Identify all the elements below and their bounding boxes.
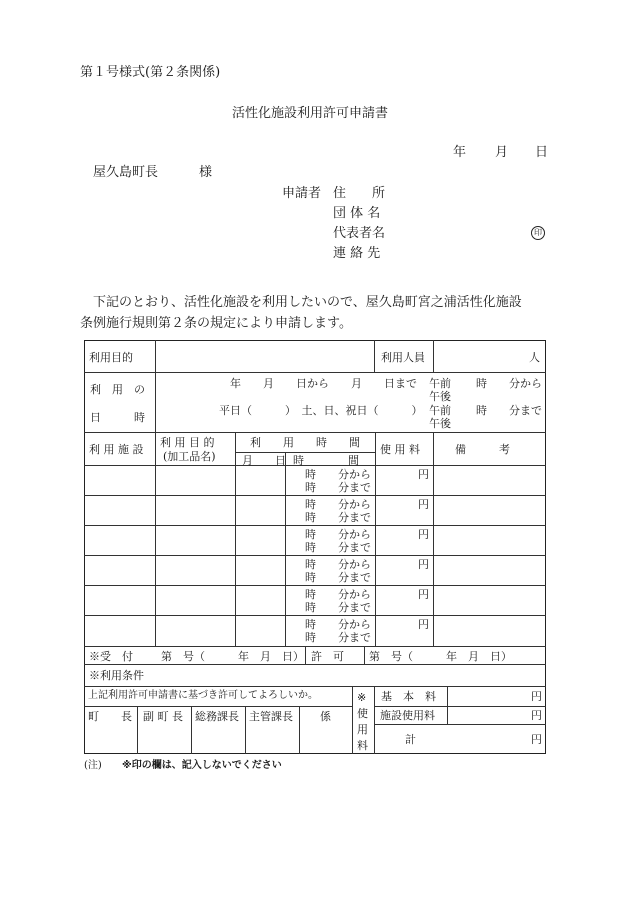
- permit-number: 第 号（ 年 月 日）: [369, 650, 512, 663]
- row-yen: 円: [418, 588, 429, 601]
- row-yen: 円: [418, 528, 429, 541]
- approval-text: 上記利用許可申請書に基づき許可してよろしいか。: [88, 690, 318, 701]
- table-rule: [285, 452, 286, 646]
- table-rule: [191, 706, 192, 754]
- col-month-day: 月 日: [242, 454, 286, 467]
- col-facility: 利 用 施 設: [89, 443, 144, 456]
- row-time-from: 時 分から: [305, 588, 371, 601]
- col-fee: 使 用 料: [380, 443, 420, 456]
- row-yen: 円: [418, 618, 429, 631]
- table-rule: [155, 340, 156, 646]
- date-time-from: 時 分から: [476, 377, 542, 390]
- row-time-to: 時 分まで: [305, 571, 371, 584]
- col-purpose: 利 用 目 的: [160, 436, 215, 449]
- table-rule: [84, 372, 546, 373]
- fee-label-char: 料: [357, 739, 368, 752]
- row-yen: 円: [418, 498, 429, 511]
- date-day: 日: [535, 145, 549, 160]
- table-rule: [137, 706, 138, 754]
- weekday-row: 平日（ ） 土、日、祝日（ ）: [219, 404, 423, 417]
- table-rule: [84, 585, 546, 586]
- table-rule: [433, 340, 434, 372]
- applicant-address-label: 住 所: [333, 186, 386, 201]
- row-yen: 円: [418, 468, 429, 481]
- row-time-to: 時 分まで: [305, 481, 371, 494]
- table-rule: [374, 340, 375, 372]
- approver-staff: 係: [320, 710, 331, 723]
- table-rule: [447, 686, 448, 724]
- page-title: 活性化施設利用許可申請書: [232, 106, 389, 121]
- applicant-label: 申請者: [282, 186, 322, 201]
- row-time-from: 時 分から: [305, 558, 371, 571]
- table-rule: [84, 615, 546, 616]
- seal-icon: 印: [531, 226, 545, 240]
- table-rule: [375, 432, 376, 646]
- table-rule: [84, 706, 352, 707]
- table-rule: [235, 452, 375, 453]
- users-unit: 人: [529, 351, 540, 364]
- receipt-label: ※受 付: [89, 650, 133, 663]
- total-yen: 円: [531, 733, 542, 746]
- col-purpose-sub: (加工品名): [163, 450, 216, 463]
- form-number: 第１号様式(第２条関係): [80, 65, 221, 80]
- table-rule: [374, 724, 546, 725]
- table-rule: [84, 664, 546, 665]
- table-rule: [364, 646, 365, 664]
- receipt-number: 第 号（ 年 月 日）: [161, 650, 304, 663]
- date-pm-2: 午後: [429, 417, 451, 430]
- date-label-1: 利 用 の: [90, 383, 145, 396]
- permit-label: 許 可: [311, 650, 344, 663]
- table-rule: [235, 432, 236, 646]
- table-rule: [84, 525, 546, 526]
- applicant-contact-label: 連 絡 先: [333, 246, 381, 261]
- addressee-honorific: 様: [199, 165, 213, 180]
- note-text: ※印の欄は、記入しないでください: [122, 760, 282, 771]
- table-rule: [84, 686, 546, 687]
- date-am-1: 午前: [429, 377, 451, 390]
- table-rule: [374, 686, 375, 754]
- table-rule: [84, 495, 546, 496]
- basic-fee-label: 基 本 料: [381, 690, 436, 703]
- note-label: (注): [84, 760, 102, 771]
- facility-fee-yen: 円: [531, 709, 542, 722]
- row-yen: 円: [418, 558, 429, 571]
- fee-label-char: 用: [357, 723, 368, 736]
- row-time-from: 時 分から: [305, 468, 371, 481]
- purpose-label: 利用目的: [89, 351, 133, 364]
- date-label-2: 日 時: [90, 411, 145, 424]
- intro-line-2: 条例施行規則第２条の規定により申請します。: [80, 316, 352, 331]
- approver-mayor: 町 長: [88, 710, 132, 723]
- basic-fee-yen: 円: [531, 690, 542, 703]
- fee-label-mark: ※: [357, 691, 367, 704]
- table-rule: [433, 432, 434, 646]
- approver-department-chief: 主管課長: [249, 710, 293, 723]
- applicant-group-label: 団 体 名: [333, 206, 381, 221]
- col-time: 時 間: [293, 454, 359, 467]
- date-range-row: 年 月 日から 月 日まで: [230, 377, 417, 390]
- row-time-from: 時 分から: [305, 528, 371, 541]
- total-label: 計: [405, 733, 416, 746]
- table-rule: [374, 706, 546, 707]
- date-time-to: 時 分まで: [476, 404, 542, 417]
- facility-fee-label: 施設使用料: [380, 709, 435, 722]
- date-month: 月: [495, 145, 509, 160]
- col-notes: 備 考: [455, 443, 510, 456]
- row-time-to: 時 分まで: [305, 511, 371, 524]
- table-rule: [352, 686, 353, 754]
- row-time-to: 時 分まで: [305, 541, 371, 554]
- row-time-from: 時 分から: [305, 618, 371, 631]
- table-rule: [84, 432, 546, 433]
- date-pm-1: 午後: [429, 390, 451, 403]
- approver-general-affairs-chief: 総務課長: [195, 710, 239, 723]
- conditions-label: ※利用条件: [89, 669, 144, 682]
- table-rule: [305, 646, 306, 664]
- table-rule: [245, 706, 246, 754]
- row-time-to: 時 分まで: [305, 631, 371, 644]
- date-am-2: 午前: [429, 404, 451, 417]
- table-rule: [299, 706, 300, 754]
- intro-line-1: 下記のとおり、活性化施設を利用したいので、屋久島町宮之浦活性化施設: [93, 295, 522, 310]
- row-time-to: 時 分まで: [305, 601, 371, 614]
- col-datetime: 利 用 時 間: [250, 436, 360, 449]
- applicant-rep-label: 代表者名: [333, 226, 386, 241]
- table-rule: [84, 555, 546, 556]
- fee-label-char: 使: [357, 707, 368, 720]
- users-label: 利用人員: [381, 351, 425, 364]
- approver-deputy-mayor: 副 町 長: [143, 710, 183, 723]
- addressee: 屋久島町長: [93, 165, 159, 180]
- date-year: 年: [453, 145, 467, 160]
- row-time-from: 時 分から: [305, 498, 371, 511]
- table-rule: [84, 646, 546, 647]
